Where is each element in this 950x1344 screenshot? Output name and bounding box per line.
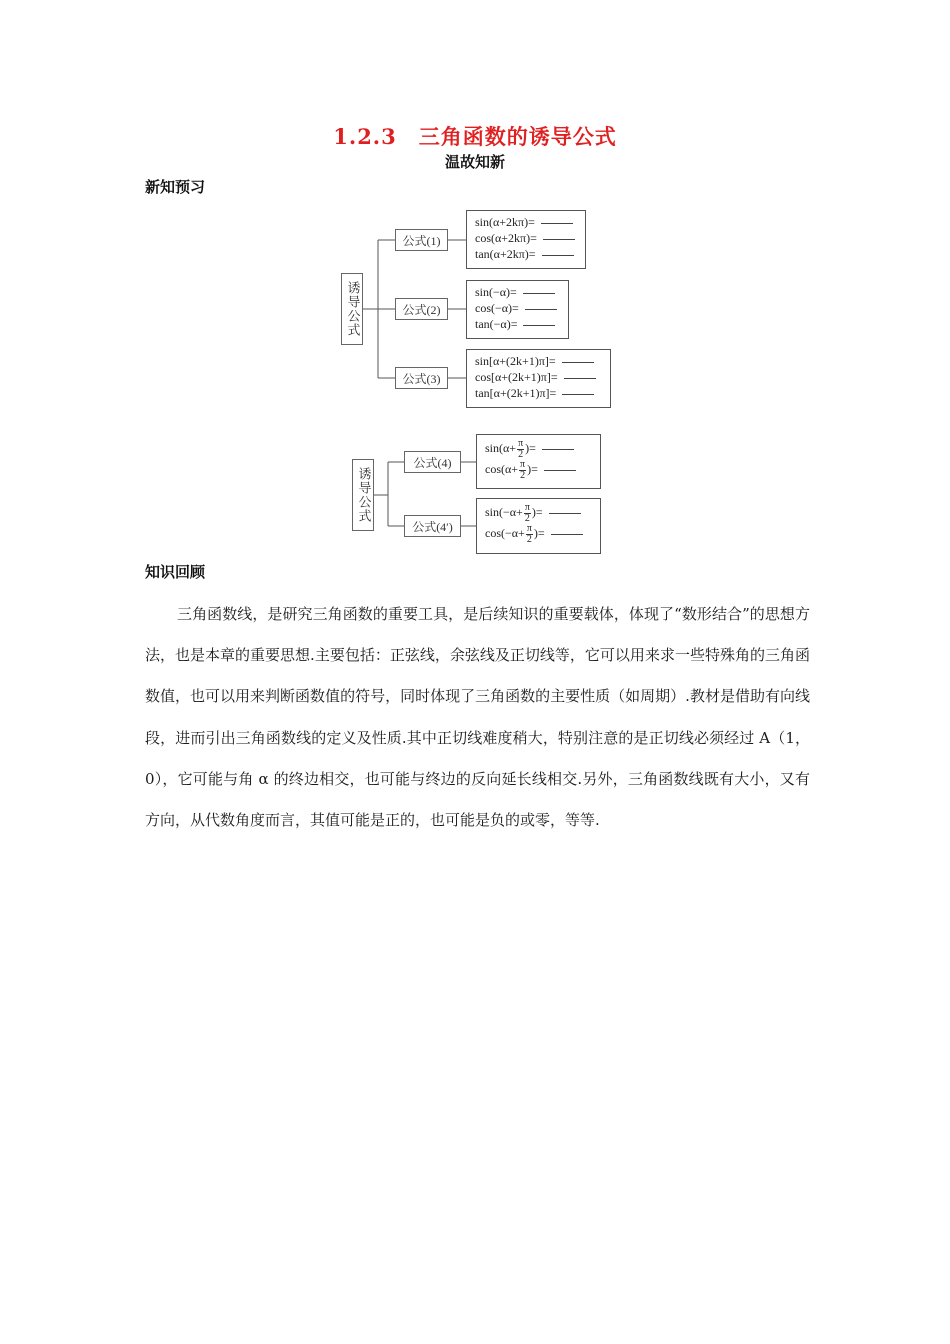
formula-line: sin(−α)= (475, 284, 560, 300)
diagram-1-label-box-1 (395, 229, 448, 251)
section-heading-preview: 新知预习 (145, 178, 206, 196)
formula-diagram-2 (350, 432, 605, 556)
diagram-2-formula-box-2 (476, 498, 601, 554)
diagram-1-root-label: 诱导公式 (344, 281, 360, 337)
formula-line: sin[α+(2k+1)π]= (475, 353, 602, 369)
diagram-2-label-1: 公式(4) (413, 455, 452, 470)
diagram-1-label-3: 公式(3) (402, 371, 441, 386)
diagram-2-label-box-2 (404, 515, 461, 537)
formula-line: sin(α+ $\frac{\pi}{2}$ )= (485, 438, 592, 459)
section-heading-review: 知识回顾 (145, 563, 206, 581)
answer-blank (523, 293, 555, 294)
answer-blank (523, 325, 555, 326)
answer-blank (525, 309, 557, 310)
diagram-1-label-1: 公式(1) (402, 233, 441, 248)
page-title: 1.2.3 三角函数的诱导公式 (333, 124, 617, 149)
diagram-1-label-box-2 (395, 298, 448, 320)
answer-blank (562, 394, 594, 395)
answer-blank (542, 255, 574, 256)
answer-blank (544, 470, 576, 471)
formula-line: sin(−α+ $\frac{\pi}{2}$ )= (485, 502, 592, 523)
formula-line: cos(−α)= (475, 300, 560, 316)
diagram-2-formula-box-1 (476, 434, 601, 489)
formula-line: sin(α+2kπ)= (475, 214, 577, 230)
diagram-2-root-label: 诱导公式 (355, 467, 371, 523)
answer-blank (562, 362, 594, 363)
answer-blank (551, 534, 583, 535)
diagram-1-formula-box-1 (466, 210, 586, 269)
page-subtitle: 温故知新 (444, 153, 505, 171)
answer-blank (549, 513, 581, 514)
formula-line: cos(α+ $\frac{\pi}{2}$ )= (485, 459, 592, 480)
formula-line: cos(−α+ $\frac{\pi}{2}$ )= (485, 523, 592, 544)
fraction: $\frac{\pi}{2}$ (520, 458, 526, 481)
answer-blank (564, 378, 596, 379)
answer-blank (543, 239, 575, 240)
diagram-1-label-2: 公式(2) (402, 302, 441, 317)
diagram-1-root-box (341, 273, 363, 345)
fraction: $\frac{\pi}{2}$ (524, 501, 530, 524)
formula-line: cos(α+2kπ)= (475, 230, 577, 246)
diagram-1-formula-box-2 (466, 280, 569, 339)
formula-line: tan(α+2kπ)= (475, 246, 577, 262)
diagram-1-formula-box-3 (466, 349, 611, 408)
review-paragraph: 三角函数线，是研究三角函数的重要工具，是后续知识的重要载体，体现了“数形结合”的思想方法，也是本章的重要思想.主要包括：正弦线，余弦线及正切线等，它可以用来求一些特殊角的三角函数值，也可以用来判断函数值的符号，同时体现了三角函数的主要性质（如周期）.教材是借助有向线段，进而引出三角函数线的定义及性质.其中正切线难度稍大，特别注意的是正切线必须经过 A（1，0），它可能与角 α 的终边相交，也可能与终边的反向延长线相交.另外，三角函数线既有大小，又有方向，从代数角度而言，其值可能是正的，也可能是负的或零，等等. (145, 605, 810, 830)
formula-line: cos[α+(2k+1)π]= (475, 369, 602, 385)
answer-blank (541, 223, 573, 224)
answer-blank (542, 449, 574, 450)
diagram-1-label-box-3 (395, 367, 448, 389)
diagram-2-label-2: 公式(4′) (412, 519, 453, 534)
diagram-2-label-box-1 (404, 451, 461, 473)
fraction: $\frac{\pi}{2}$ (518, 437, 524, 460)
diagram-2-root-box (352, 459, 374, 531)
formula-diagram-1 (340, 208, 615, 410)
formula-line: tan(−α)= (475, 316, 560, 332)
formula-line: tan[α+(2k+1)π]= (475, 385, 602, 401)
fraction: $\frac{\pi}{2}$ (526, 522, 532, 545)
